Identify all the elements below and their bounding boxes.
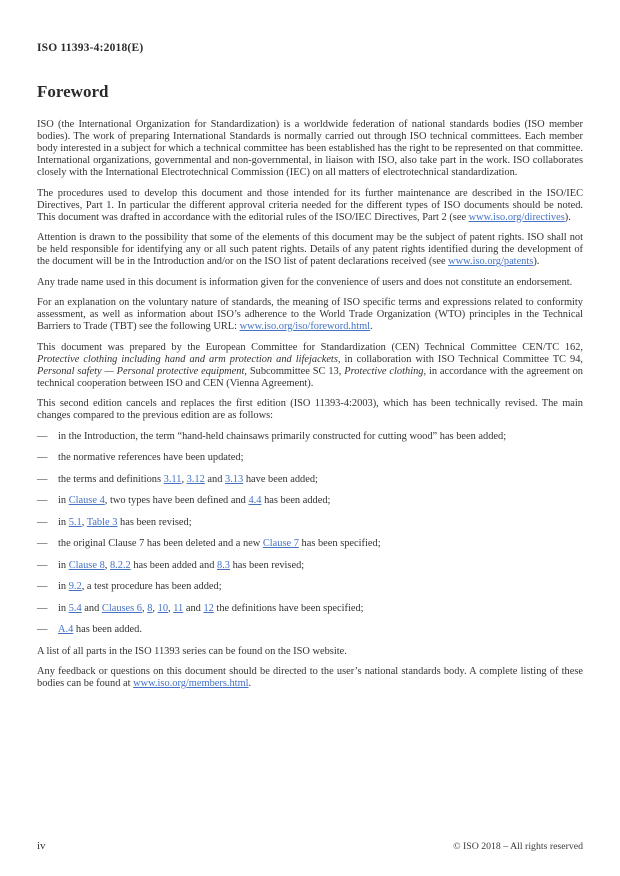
text-run: This document was prepared by the European Committee for Standardization (CEN) Technical Committee CEN/TC 162, (37, 341, 583, 353)
text-run: the original Clause 7 has been deleted and a new (58, 538, 263, 549)
text-run: , two types have been defined and (104, 495, 249, 506)
bullet-text (58, 517, 583, 529)
text-run: has been revised; (230, 559, 305, 571)
text-run: and (183, 602, 204, 614)
text-run: , (181, 473, 187, 485)
text-run: the terms and definitions (58, 473, 164, 485)
list-item (37, 624, 583, 636)
page-number: iv (37, 840, 46, 852)
text-run: has been added; (261, 495, 331, 506)
text-run: Any trade name used in this document is information given for the convenience of users and does not constitute an endorsement. (37, 276, 573, 288)
text-run: For an explanation on the voluntary nature of standards, the meaning of ISO specific terms and expressions related to conformity assessment, as well as information about ISO’s adherence to the World Trade Organization (WTO) principles in the Technical Barriers to Trade (TBT) see the following URL: (37, 297, 583, 332)
bullet-text (58, 560, 583, 572)
text-run: has been added. (73, 624, 142, 635)
list-item (37, 517, 583, 529)
inline-link[interactable]: 11 (173, 602, 184, 614)
text-run: in (58, 516, 69, 528)
bullet-text (58, 452, 583, 464)
bullet-dash: — (37, 473, 48, 485)
text-run: The procedures used to develop this document and those intended for its further maintenance are described in the ISO/IEC Directives, Part 1. In particular the different approval criteria needed for the different types of ISO documents should be noted. This document was drafted in accordance with the editorial rules of the ISO/IEC Directives, Part 2 (see (37, 187, 583, 223)
bullet-text (58, 474, 583, 486)
paragraph (37, 666, 583, 690)
paragraph (37, 119, 583, 179)
text-run: . (248, 678, 252, 689)
bullet-dash: — (37, 495, 48, 506)
bullet-dash: — (37, 581, 48, 592)
text-run: , (104, 559, 110, 571)
inline-link[interactable]: A.4 (58, 624, 74, 635)
text-run: in (58, 602, 69, 614)
text-run: Protective clothing, (344, 365, 427, 377)
inline-link[interactable]: 3.13 (225, 473, 244, 485)
text-run: and (204, 473, 226, 485)
list-item (37, 581, 583, 593)
paragraph (37, 297, 583, 333)
text-run: . (370, 321, 373, 332)
bullet-dash: — (37, 516, 48, 528)
paragraph (37, 398, 583, 422)
paragraph (37, 646, 583, 658)
bullet-dash: — (37, 624, 48, 635)
paragraph (37, 188, 583, 224)
paragraph (37, 232, 583, 268)
text-run: in accordance with the agreement on technical cooperation between ISO and CEN (Vienna Agreement). (37, 365, 583, 389)
inline-link[interactable]: www.iso.org/members.html (133, 678, 249, 689)
text-run: has been added and (130, 559, 218, 571)
inline-link[interactable]: 12 (203, 602, 214, 614)
inline-link[interactable]: 9.2 (68, 581, 82, 592)
page-title: Foreword (37, 82, 109, 101)
inline-link[interactable]: Clause 7 (262, 538, 299, 549)
document-reference: ISO 11393-4:2018(E) (37, 42, 144, 54)
page-footer (37, 840, 583, 852)
text-run: and (81, 602, 102, 614)
bullet-text (58, 538, 583, 550)
list-item (37, 603, 583, 615)
text-run: in (58, 495, 69, 506)
bullet-dash: — (37, 430, 48, 442)
inline-link[interactable]: 4.4 (248, 495, 262, 506)
list-item (37, 431, 583, 443)
inline-link[interactable]: Clause 8 (68, 559, 105, 571)
text-run: , (81, 516, 87, 528)
bullet-dash: — (37, 538, 48, 549)
text-run: , (142, 602, 148, 614)
bullet-text (58, 431, 583, 443)
text-run: Subcommittee SC 13, (246, 365, 345, 377)
inline-link[interactable]: 5.4 (68, 602, 82, 614)
text-run: This second edition cancels and replaces the first edition (ISO 11393-4:2003), which has been technically revised. The main changes compared to the previous edition are as follows: (37, 398, 583, 421)
inline-link[interactable]: 3.11 (163, 473, 182, 485)
bullet-dash: — (37, 602, 48, 614)
text-run: , (168, 602, 174, 614)
list-item (37, 495, 583, 507)
text-run: , (152, 602, 158, 614)
paragraph (37, 277, 583, 289)
list-item (37, 538, 583, 550)
bullet-dash: — (37, 452, 48, 463)
bullet-text (58, 581, 583, 593)
list-item (37, 474, 583, 486)
inline-link[interactable]: 8.2.2 (109, 559, 131, 571)
text-run: have been added; (243, 473, 318, 485)
text-run: Any feedback or questions on this document should be directed to the user’s national standards body. A complete listing of these bodies can be found at (37, 666, 583, 689)
inline-link[interactable]: 5.1 (68, 516, 82, 528)
text-run: ). (533, 256, 540, 267)
inline-link[interactable]: 8.3 (217, 559, 231, 571)
inline-link[interactable]: 8 (147, 602, 153, 614)
text-run: in (58, 581, 69, 592)
list-item (37, 560, 583, 572)
text-run: has been revised; (117, 516, 192, 528)
bullet-text (58, 495, 583, 507)
text-run: ). (564, 211, 571, 223)
text-run: , a test procedure has been added; (81, 581, 222, 592)
text-run: Protective clothing including hand and arm protection and lifejackets, (37, 353, 341, 365)
text-run: in (58, 559, 69, 571)
text-run: has been specified; (298, 538, 381, 549)
inline-link[interactable]: www.iso.org/iso/foreword.html (239, 321, 371, 332)
inline-link[interactable]: 10 (157, 602, 169, 614)
text-run: in collaboration with ISO Technical Committee TC 94, (340, 353, 583, 365)
paragraph (37, 342, 583, 390)
inline-link[interactable]: Table 3 (86, 516, 118, 528)
text-run: ISO (the International Organization for Standardization) is a worldwide federation of national standards bodies (ISO member bodies). The work of preparing International Standards is normally carried out through ISO technical committees. Each member body interested in a subject for which a technical committee has been established has the right to be represented on that committee. International organizations, governmental and non-governmental, in liaison with ISO, also take part in the work. ISO collaborates closely with the International Electrotechnical Commission (IEC) on all matters of electrotechnical standardization. (37, 119, 583, 178)
text-run: Personal safety — Personal protective equipment, (37, 365, 247, 377)
bullet-text (58, 624, 583, 636)
bullet-text (58, 603, 583, 615)
text-run: A list of all parts in the ISO 11393 series can be found on the ISO website. (37, 645, 347, 657)
text-run: Attention is drawn to the possibility that some of the elements of this document may be the subject of patent rights. ISO shall not be held responsible for identifying any or all such patent rights. Details of any patent rights identified during the development of the document will be in the Introduction and/or on the ISO list of patent declarations received (see (37, 232, 583, 267)
inline-link[interactable]: 3.12 (186, 473, 205, 485)
list-item (37, 452, 583, 464)
bullet-dash: — (37, 559, 48, 571)
inline-link[interactable]: Clauses 6 (101, 602, 143, 614)
text-run: in the Introduction, the term “hand-held chainsaws primarily constructed for cutting wood” has been added; (58, 430, 507, 442)
text-run: the normative references have been updated; (58, 452, 244, 463)
text-run: the definitions have been specified; (213, 602, 364, 614)
inline-link[interactable]: www.iso.org/patents (448, 256, 534, 267)
inline-link[interactable]: www.iso.org/directives (468, 211, 565, 223)
copyright-notice: © ISO 2018 – All rights reserved (453, 841, 583, 852)
document-content (37, 119, 583, 690)
inline-link[interactable]: Clause 4 (68, 495, 105, 506)
